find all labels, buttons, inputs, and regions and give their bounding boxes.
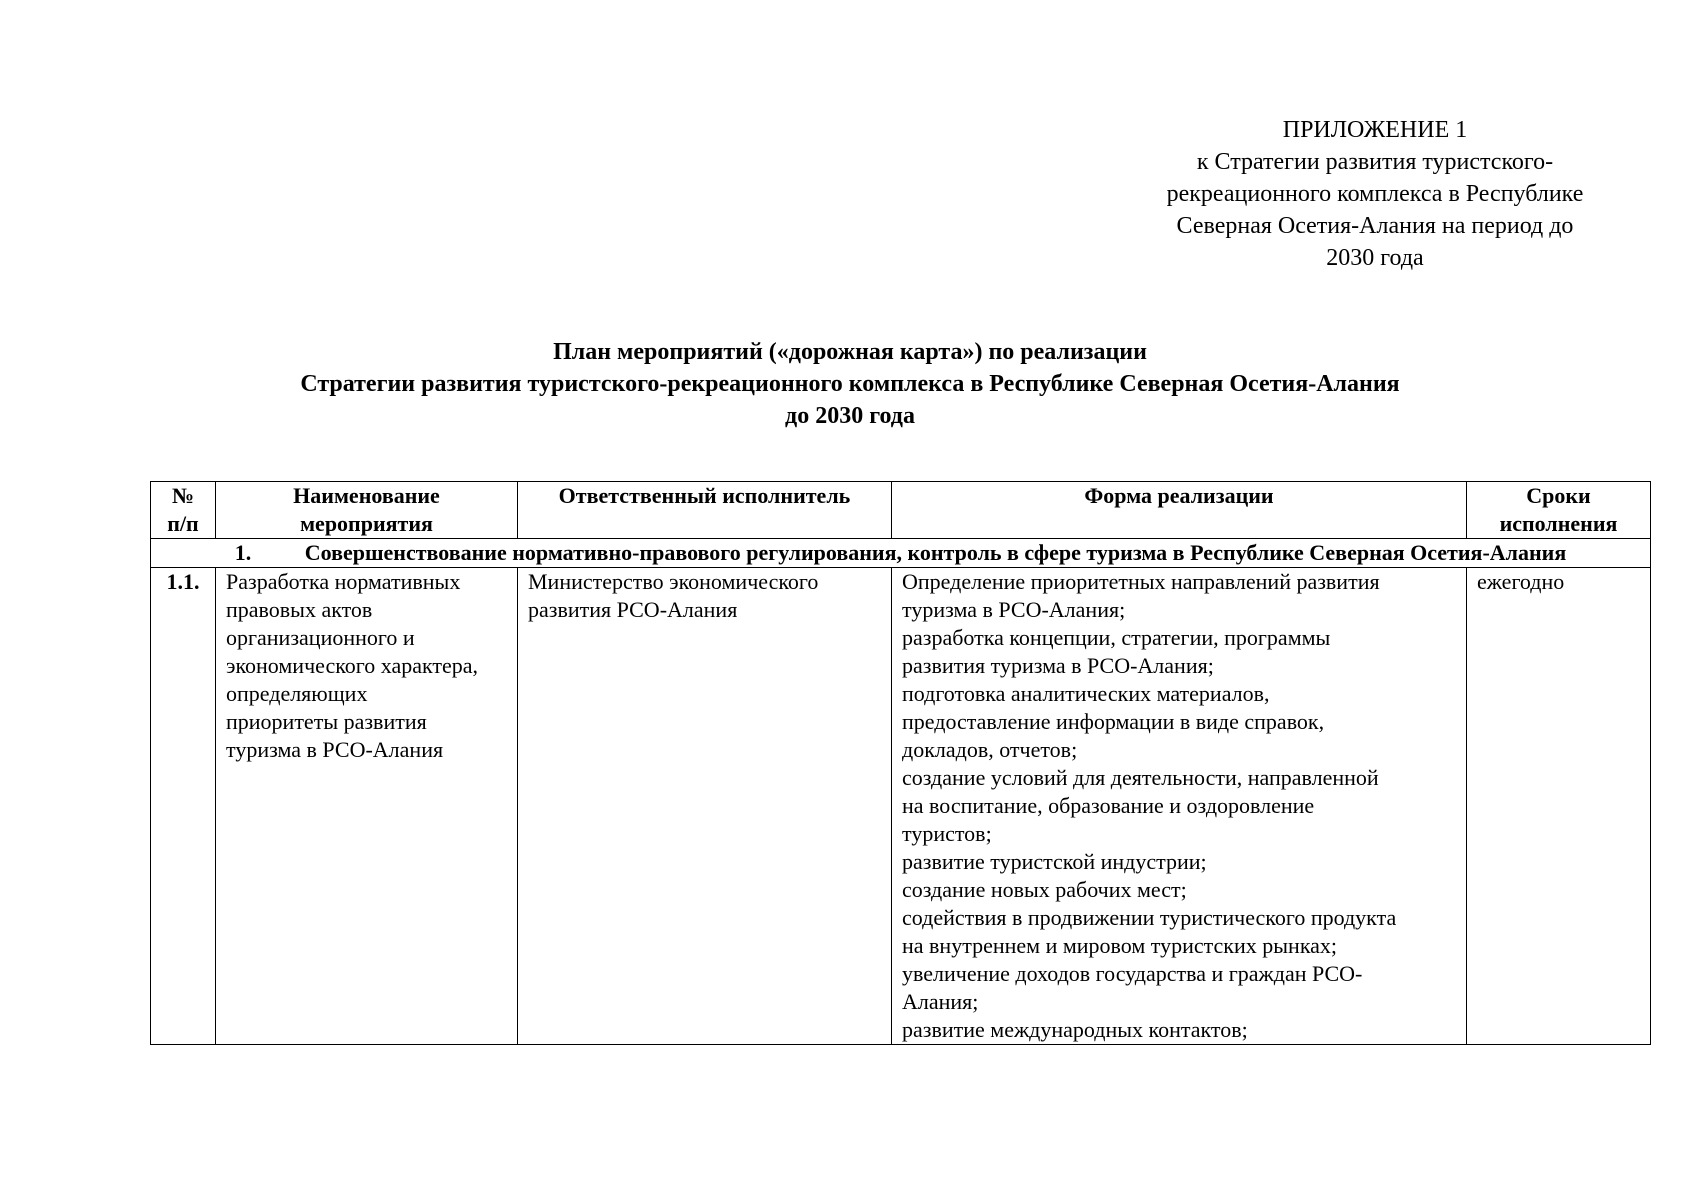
table-row — [151, 568, 1651, 1045]
row-executor — [518, 568, 892, 1045]
row-name — [216, 568, 518, 1045]
header-executor — [518, 482, 892, 539]
appendix-line: 2030 года — [1326, 245, 1424, 271]
section-heading — [151, 539, 1651, 568]
action-plan-table — [150, 481, 1651, 1045]
title-line: до 2030 года — [785, 403, 915, 429]
row-form-line: развитие международных контактов; — [902, 1017, 1248, 1042]
row-deadline: ежегодно — [1467, 568, 1651, 1045]
header-num-line: № — [171, 483, 195, 508]
row-form-line: подготовка аналитических материалов, — [902, 681, 1270, 706]
section-title: Совершенствование нормативно-правового регулирования, контроль в сфере туризма в Республике Северная Осетия-Алания — [304, 540, 1567, 565]
row-form-line: на воспитание, образование и оздоровление — [902, 793, 1315, 818]
appendix-line: Северная Осетия-Алания на период до — [1176, 213, 1574, 239]
header-deadline — [1467, 482, 1651, 539]
header-name — [216, 482, 518, 539]
row-name-line: определяющих — [226, 681, 368, 706]
row-form-line: туризма в РСО-Алания; — [902, 597, 1126, 622]
header-num-line: п/п — [167, 511, 199, 536]
row-name-line: Разработка нормативных — [226, 569, 461, 594]
row-form-line: разработка концепции, стратегии, программы — [902, 625, 1331, 650]
row-form-line: предоставление информации в виде справок, — [902, 709, 1325, 734]
row-form-line: Алания; — [902, 989, 979, 1014]
section-number: 1. — [234, 540, 252, 565]
header-num — [151, 482, 216, 539]
section-row — [151, 539, 1651, 568]
row-form-line: Определение приоритетных направлений развития — [902, 569, 1380, 594]
row-form-line: развития туризма в РСО-Алания; — [902, 653, 1214, 678]
row-name-line: приоритеты развития — [226, 709, 427, 734]
row-form-line: докладов, отчетов; — [902, 737, 1078, 762]
row-form-line: развитие туристской индустрии; — [902, 849, 1207, 874]
appendix-heading — [1110, 114, 1640, 274]
row-form-line: на внутреннем и мировом туристских рынках; — [902, 933, 1338, 958]
row-form-line: создание новых рабочих мест; — [902, 877, 1187, 902]
row-form-line: туристов; — [902, 821, 992, 846]
row-name-line: правовых актов — [226, 597, 373, 622]
row-form-line: создание условий для деятельности, направленной — [902, 765, 1379, 790]
row-form — [892, 568, 1467, 1045]
header-deadline-line: исполнения — [1499, 511, 1618, 536]
header-deadline-line: Сроки — [1526, 483, 1591, 508]
header-name-line: мероприятия — [300, 511, 433, 536]
row-executor-line: Министерство экономического — [528, 569, 819, 594]
row-executor-line: развития РСО-Алания — [528, 597, 738, 622]
document-title — [100, 336, 1600, 432]
row-form-line: увеличение доходов государства и граждан РСО- — [902, 961, 1363, 986]
appendix-line: к Стратегии развития туристского- — [1196, 149, 1554, 175]
row-num: 1.1. — [151, 568, 216, 1045]
row-name-line: туризма в РСО-Алания — [226, 737, 444, 762]
appendix-line: ПРИЛОЖЕНИЕ 1 — [1282, 117, 1468, 143]
title-line: План мероприятий («дорожная карта») по реализации — [553, 339, 1147, 365]
header-form — [892, 482, 1467, 539]
table-header-row — [151, 482, 1651, 539]
title-line: Стратегии развития туристского-рекреационного комплекса в Республике Северная Осетия-Алания — [300, 371, 1400, 397]
header-executor-line: Ответственный исполнитель — [558, 483, 851, 508]
header-form-line: Форма реализации — [1084, 483, 1274, 508]
row-name-line: экономического характера, — [226, 653, 479, 678]
row-form-line: содействия в продвижении туристического продукта — [902, 905, 1397, 930]
header-name-line: Наименование — [293, 483, 440, 508]
appendix-line: рекреационного комплекса в Республике — [1166, 181, 1584, 207]
row-name-line: организационного и — [226, 625, 415, 650]
